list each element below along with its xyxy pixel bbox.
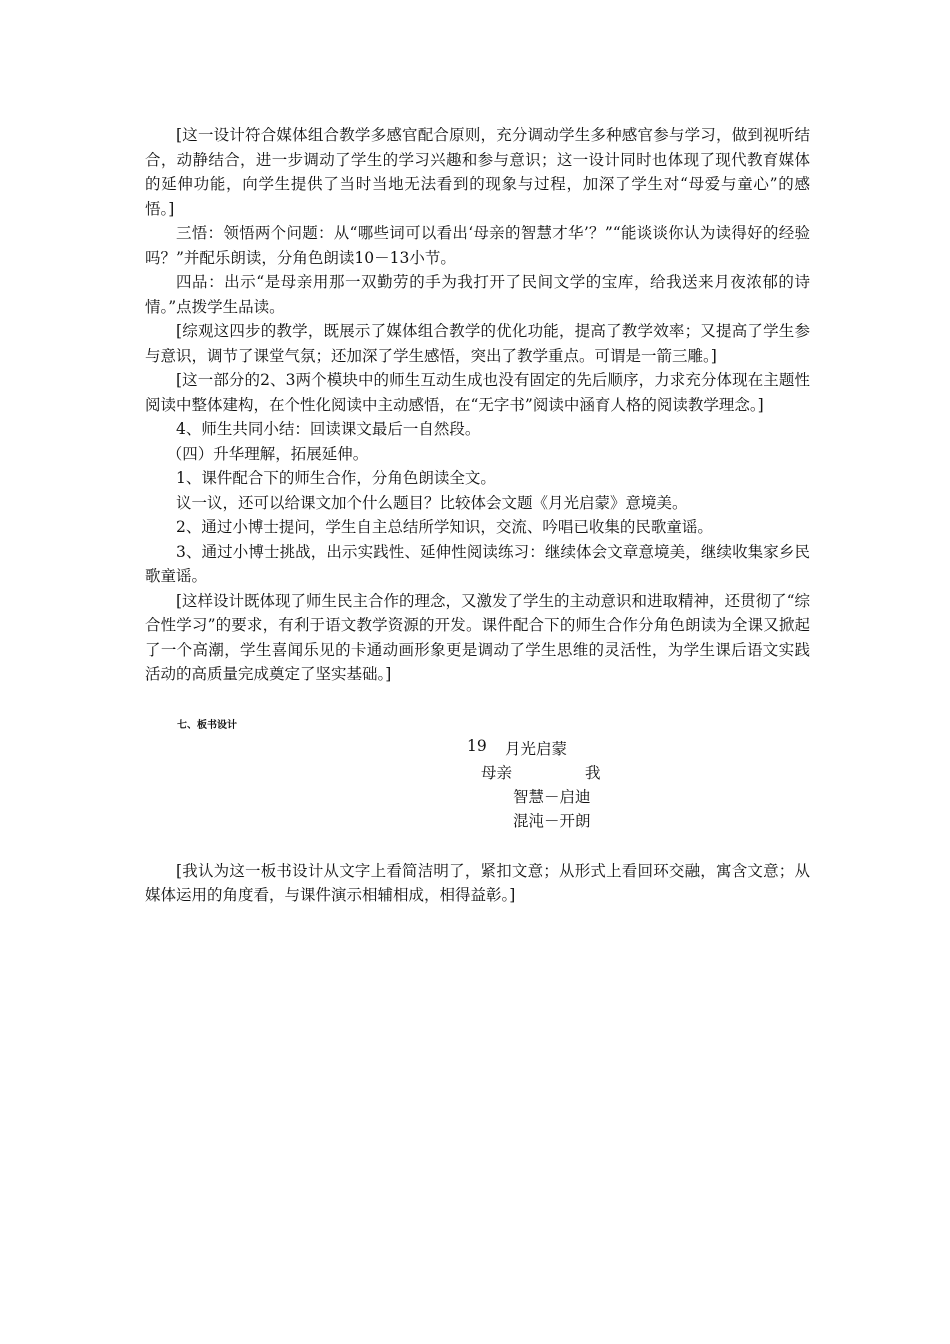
paragraph-summary: 4、师生共同小结：回读课文最后一自然段。 xyxy=(176,420,481,438)
blackboard-design xyxy=(145,733,810,843)
paragraph-comment-board: [我认为这一板书设计从文字上看简洁明了，紧扣文意；从形式上看回环交融，寓含文意；从媒体运用的角度看，与课件演示相辅相成，相得益彰。] xyxy=(145,861,810,904)
board-right-label: 我 xyxy=(585,763,601,782)
paragraph-comment-four-steps: [综观这四步的教学，既展示了媒体组合教学的优化功能，提高了教学效率；又提高了学生参与意识，调节了课堂气氛；还加深了学生感悟，突出了教学重点。可谓是一箭三雕。] xyxy=(145,322,810,365)
board-left-label: 母亲 xyxy=(481,763,513,782)
board-line-wisdom: 智慧－启迪 xyxy=(513,787,591,806)
paragraph-discussion: 议一议，还可以给课文加个什么题目？比较体会文题《月光启蒙》意境美。 xyxy=(176,493,688,512)
paragraph-step-three: 三悟：领悟两个问题：从“哪些词可以看出‘母亲的智慧才华’？”“能谈谈你认为读得好的经验吗？”并配乐朗读，分角色朗读10－13小节。 xyxy=(145,224,810,267)
paragraph-comment-media: [这一设计符合媒体组合教学多感官配合原则，充分调动学生多种感官参与学习，做到视听结合，动静结合，进一步调动了学生的学习兴趣和参与意识；这一设计同时也体现了现代教育媒体的延伸功能，向学生提供了当时当地无法看到的现象与过程，加深了学生对“母爱与童心”的感悟。] xyxy=(145,126,810,218)
board-line-chaos: 混沌－开朗 xyxy=(513,811,591,830)
lesson-number: 19 xyxy=(467,736,487,755)
section-heading-board-design: 七、板书设计 xyxy=(177,719,237,731)
paragraph-step-four: 四品：出示“是母亲用那一双勤劳的手为我打开了民间文学的宝库，给我送来月夜浓郁的诗情。”点拨学生品读。 xyxy=(145,273,810,316)
lesson-title: 月光启蒙 xyxy=(505,739,568,758)
paragraph-item-1: 1、课件配合下的师生合作，分角色朗读全文。 xyxy=(176,469,496,487)
paragraph-item-3: 3、通过小博士挑战，出示实践性、延伸性阅读练习：继续体会文章意境美，继续收集家乡民歌童谣。 xyxy=(145,542,810,585)
paragraph-item-2: 2、通过小博士提问，学生自主总结所学知识，交流、吟唱已收集的民歌童谣。 xyxy=(176,518,713,536)
paragraph-section-four: （四）升华理解，拓展延伸。 xyxy=(166,444,369,463)
paragraph-comment-modules: [这一部分的2、3两个模块中的师生互动生成也没有固定的先后顺序，力求充分体现在主题性阅读中整体建构，在个性化阅读中主动感悟，在“无字书”阅读中涵育人格的阅读教学理念。] xyxy=(145,371,810,414)
document-page xyxy=(145,123,810,908)
paragraph-comment-design: [这样设计既体现了师生民主合作的理念，又激发了学生的主动意识和进取精神，还贯彻了“综合性学习”的要求，有利于语文教学资源的开发。课件配合下的师生合作分角色朗读为全课又掀起了一个高潮，学生喜闻乐见的卡通动画形象更是调动了学生思维的灵活性，为学生课后语文实践活动的高质量完成奠定了坚实基础。] xyxy=(145,591,810,683)
